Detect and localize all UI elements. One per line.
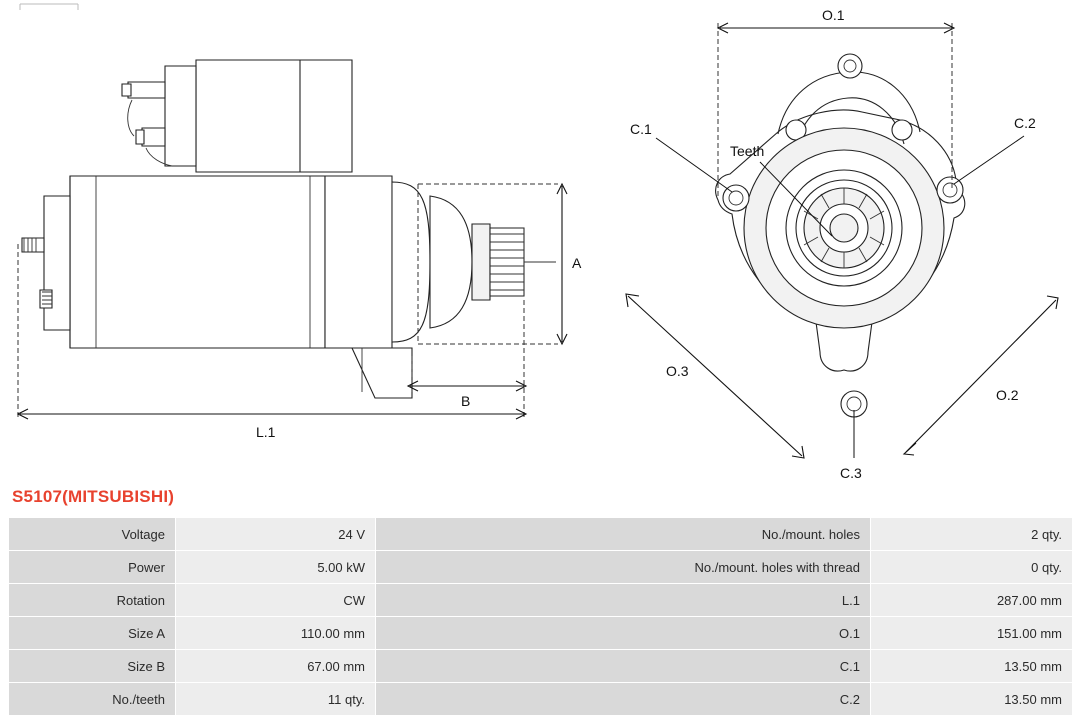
- dimension-a-label: A: [572, 255, 582, 271]
- callout-c1: [630, 121, 732, 192]
- callout-teeth-label: Teeth: [730, 143, 765, 159]
- dimension-o1-label: O.1: [822, 7, 845, 23]
- spec-value: 13.50 mm: [871, 683, 1073, 716]
- spec-label: L.1: [376, 584, 871, 617]
- spec-label: Power: [9, 551, 176, 584]
- solenoid-assembly: [122, 60, 352, 172]
- spec-value: CW: [176, 584, 376, 617]
- spec-label: Rotation: [9, 584, 176, 617]
- spec-value: 11 qty.: [176, 683, 376, 716]
- dimension-b-label: B: [461, 393, 471, 409]
- table-row: [9, 551, 1073, 584]
- spec-label: Size B: [9, 650, 176, 683]
- table-row: [9, 617, 1073, 650]
- spec-label: C.1: [376, 650, 871, 683]
- sheet-corner-marks: [20, 4, 78, 10]
- table-row: [9, 518, 1073, 551]
- callout-c1-label: C.1: [630, 121, 652, 137]
- spec-value: 0 qty.: [871, 551, 1073, 584]
- dimension-l1-label: L.1: [256, 424, 276, 440]
- spec-label: Size A: [9, 617, 176, 650]
- callout-c2-label: C.2: [1014, 115, 1036, 131]
- pinion-gear: [472, 224, 556, 300]
- spec-value: 151.00 mm: [871, 617, 1073, 650]
- spec-label: O.1: [376, 617, 871, 650]
- dimension-o3: [626, 294, 804, 458]
- spec-label: Voltage: [9, 518, 176, 551]
- table-row: [9, 650, 1073, 683]
- spec-value: 13.50 mm: [871, 650, 1073, 683]
- dimension-o3-label: O.3: [666, 363, 689, 379]
- table-row: [9, 683, 1073, 716]
- spec-label: No./mount. holes with thread: [376, 551, 871, 584]
- callout-c3-label: C.3: [840, 465, 862, 480]
- starter-side-view-drawing: [0, 0, 600, 480]
- spec-value: 110.00 mm: [176, 617, 376, 650]
- specifications-table: [8, 517, 1073, 716]
- callout-c3: [840, 410, 862, 480]
- starter-front-view-drawing: [600, 0, 1080, 480]
- spec-value: 67.00 mm: [176, 650, 376, 683]
- dimension-o2: [904, 296, 1058, 455]
- table-row: [9, 584, 1073, 617]
- drive-end-housing: [325, 176, 472, 398]
- spec-value: 287.00 mm: [871, 584, 1073, 617]
- spec-label: No./mount. holes: [376, 518, 871, 551]
- callout-c2: [954, 115, 1036, 184]
- pinion-front: [744, 128, 944, 328]
- spec-label: No./teeth: [9, 683, 176, 716]
- spec-value: 24 V: [176, 518, 376, 551]
- spec-value: 2 qty.: [871, 518, 1073, 551]
- motor-body: [22, 176, 325, 348]
- spec-value: 5.00 kW: [176, 551, 376, 584]
- spec-label: C.2: [376, 683, 871, 716]
- page-title: S5107(MITSUBISHI): [12, 487, 175, 506]
- dimension-a: [557, 184, 582, 344]
- dimension-o2-label: O.2: [996, 387, 1019, 403]
